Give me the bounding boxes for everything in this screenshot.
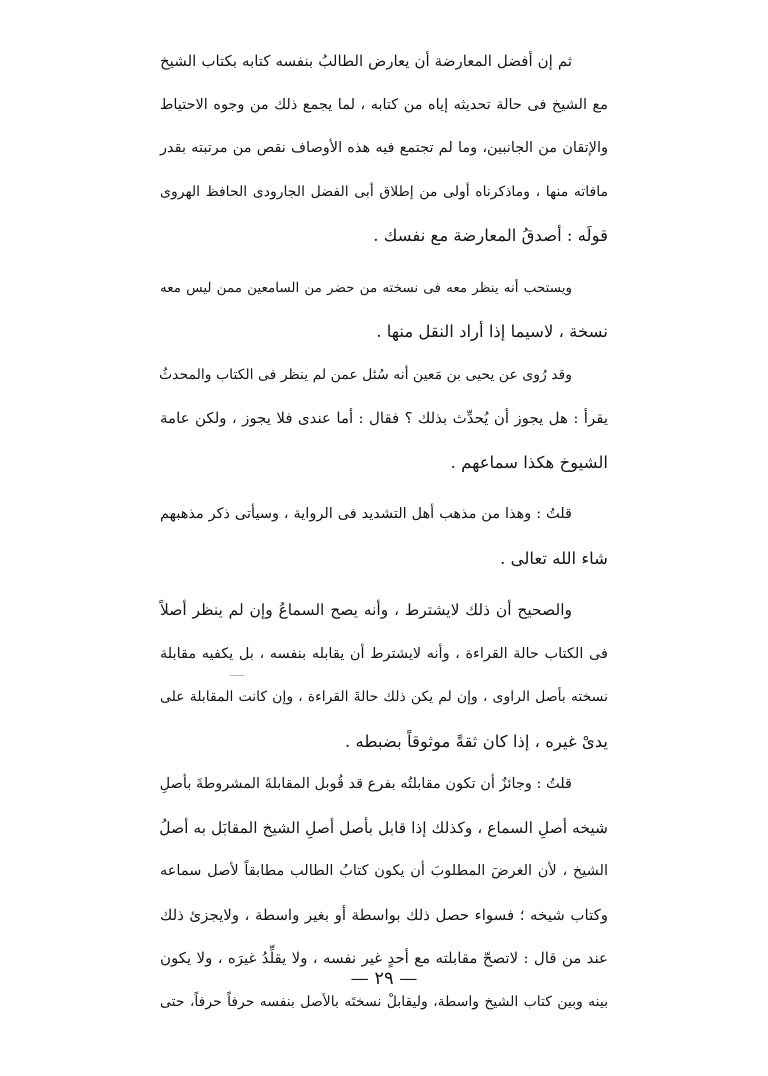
text-line: والصحيح أن ذلك لايشترط ، وأنه يصح السماعُ وإن لم ينظر أصلاً [160,601,572,619]
text-line: عند من قال : لاتصحّ مقابلته مع أحدٍ غير نفسه ، ولا يقلِّدُ غيرَه ، ولا يكون [160,949,608,967]
text-line: فى الكتاب حالة القراءة ، وأنه لايشترط أن يقابله بنفسه ، بل يكفيه مقابلة [160,645,608,662]
text-line: نسخته بأصل الراوى ، وإن لم يكن ذلك حالةَ القراءة ، وإن كانت المقابلة على [160,689,608,705]
text-line: ويستحب أنه ينظر معه فى نسخته من حضر من السامعين ممن ليس معه [160,279,572,296]
page-number: — ٢٩ — [350,968,418,989]
text-line: وكتاب شيخه ؛ فسواء حصل ذلك بواسطة أو بغير واسطة ، ولايجزئ ذلك [160,905,608,924]
text-line: شاء الله تعالى . [500,548,608,568]
text-line: قلتُ : وهذا من مذهب أهل التشديد فى الرواية ، وسيأتى ذكر مذهبهم [160,506,572,522]
text-line: قلتُ : وجائزٌ أن تكون مقابلتُه بفرع قد قُوبل المقابلةَ المشروطةَ بأصلِ [159,776,572,792]
text-line: نسخة ، لاسيما إذا أراد النقل منها . [376,322,608,341]
text-line: يقرأ : هل يجوز أن يُحدِّث بذلك ؟ فقال : أما عندى فلا يجوز ، ولكن عامة [160,409,608,427]
text-line: مافاته منها ، وماذكرناه أولى من إطلاق أبى الفضل الجارودى الحافظ الهروى [160,183,608,200]
text-line: ثم إن أفضل المعارضة أن يعارض الطالبُ بنفسه كتابه بكتاب الشيخ [160,52,572,70]
text-line: الشيوخ هكذا سماعهم . [450,452,608,472]
text-line: شيخه أصلِ السماع ، وكذلك إذا قابل بأصل أصلِ الشيخ المقابَل به أصلُ [159,818,608,837]
text-line: قولَه : أصدقُ المعارضة مع نفسك . [373,226,608,245]
text-line: والإتقان من الجانبين، وما لم تجتمع فيه هذه الأوصاف نقص من مرتبته بقدر [160,140,608,156]
text-line: بينه وبين كتاب الشيخ واسطة، وليقابلْ نسختَه بالأصل بنفسه حرفاً حرفاً، حتى [160,993,608,1010]
page-body [160,40,608,1024]
text-line: وقد رُوى عن يحيى بن مَعين أنه سُئل عمن لم ينظر فى الكتاب والمحدثُ [158,366,572,383]
scan-mark [230,675,244,676]
text-line: مع الشيخ فى حالة تحديثه إياه من كتابه ، لما يجمع ذلك من وجوه الاحتياط [160,96,608,113]
text-line: يدىْ غيره ، إذا كان ثقةً موثوقاً بضبطه . [344,731,608,751]
text-line: الشيخ ، لأن الغرضَ المطلوبَ أن يكون كتابُ الطالب مطابقاً لأصل سماعه [160,863,608,879]
